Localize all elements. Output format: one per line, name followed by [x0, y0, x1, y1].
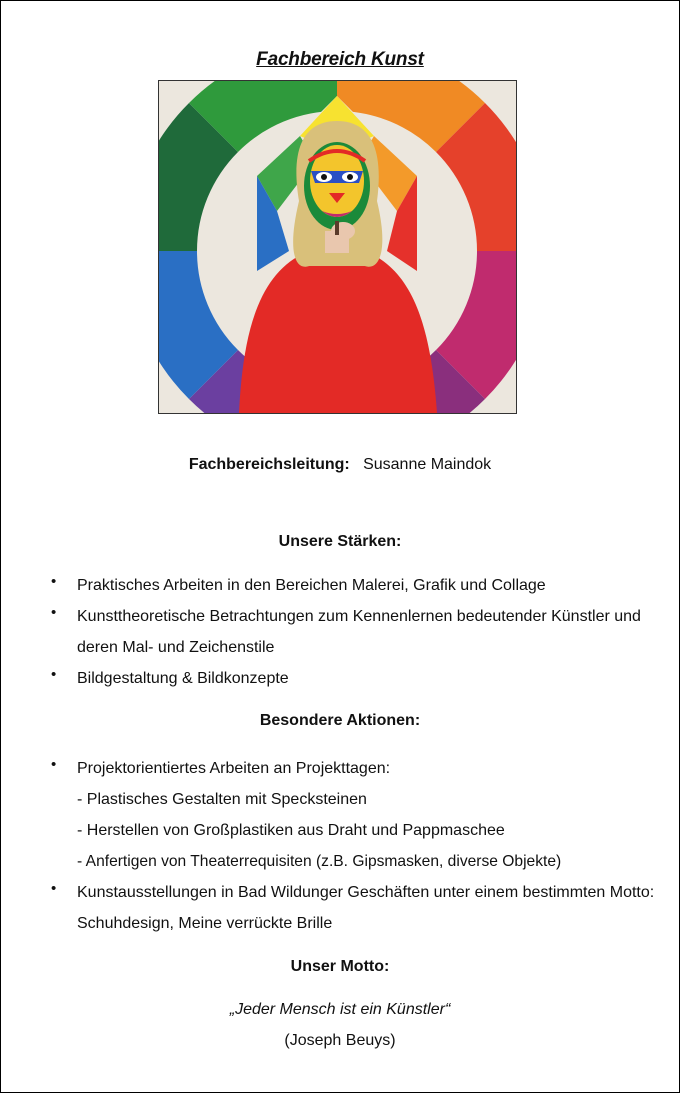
action-item-text: Projektorientiertes Arbeiten an Projekttagen: [77, 760, 391, 777]
strengths-list [51, 570, 661, 694]
teacher-photo [158, 80, 517, 414]
strengths-heading: Unsere Stärken: [278, 533, 402, 550]
page-title: Fachbereich Kunst [256, 49, 424, 70]
action-subitem: - Plastisches Gestalten mit Specksteinen [77, 791, 367, 808]
lead-label: Fachbereichsleitung: [188, 456, 350, 473]
list-item: • Kunsttheoretische Betrachtungen zum Kennenlernen bedeutender Künstler und deren Mal- und Zeichenstile [51, 601, 661, 663]
motto-heading: Unser Motto: [290, 958, 390, 975]
action-subitem: - Anfertigen von Theaterrequisiten (z.B. Gipsmasken, diverse Objekte) [77, 853, 562, 870]
motto-author: (Joseph Beuys) [284, 1032, 396, 1049]
list-item [51, 753, 661, 877]
lead-name: Susanne Maindok [363, 456, 492, 473]
actions-heading: Besondere Aktionen: [259, 712, 421, 729]
list-item: • Praktisches Arbeiten in den Bereichen Malerei, Grafik und Collage [51, 570, 661, 601]
list-item: • Bildgestaltung & Bildkonzepte [51, 663, 661, 694]
actions-list [51, 753, 661, 939]
action-subitem: - Herstellen von Großplastiken aus Draht und Pappmaschee [77, 822, 505, 839]
motto-quote: „Jeder Mensch ist ein Künstler“ [229, 1001, 451, 1018]
department-lead [1, 456, 679, 474]
list-item: • Kunstausstellungen in Bad Wildunger Geschäften unter einem bestimmten Motto: Schuhdesign, Meine verrückte Brille [51, 877, 661, 939]
